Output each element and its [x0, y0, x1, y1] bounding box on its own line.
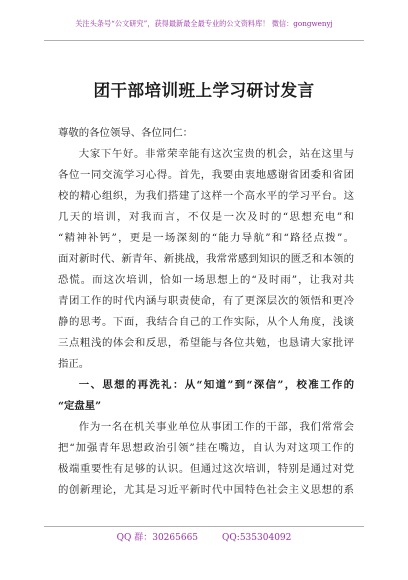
salutation: 尊敬的各位领导、各位同仁：	[58, 127, 194, 139]
header-banner: 关注头条号“公文研究”，获得最新最全最专业的公文资料库！ 微信：gongwenyj	[75, 19, 333, 28]
section-heading-continued: “定盘星”	[58, 400, 102, 412]
paragraph-line: 大家下午好。非常荣幸能有这次宝贵的机会，站在这里与	[78, 148, 354, 160]
paragraph-line: 作为一名在机关事业单位从事团工作的干部，我们常常会	[78, 421, 354, 433]
paragraph-line: 几天的培训，对我而言，不仅是一次及时的“思想充电”和	[58, 211, 354, 223]
section-heading: 一、思想的再洗礼：从“知道”到“深信”，校准工作的	[78, 379, 354, 391]
paragraph-line: 的创新理论，尤其是习近平新时代中国特色社会主义思想的系	[58, 484, 354, 496]
footer	[44, 531, 364, 545]
paragraph-line: 恐慌。而这次培训，恰如一场思想上的“及时雨”，让我对共	[58, 274, 354, 286]
paragraph-line: 各位一同交流学习心得。首先，我要由衷地感谢省团委和省团	[58, 169, 354, 181]
paragraph-line: 面对新时代、新青年、新挑战，我常常感到知识的匮乏和本领的	[58, 253, 354, 265]
paragraph-line: “精神补钙”，更是一场深刻的“能力导航”和“路径点拨”。	[58, 232, 354, 244]
paragraph-line: 把“加强青年思想政治引领”挂在嘴边，自认为对这项工作的	[58, 442, 354, 454]
paragraph-line: 校的精心组织，为我们搭建了这样一个高水平的学习平台。这	[58, 190, 354, 202]
paragraph-line: 三点粗浅的体会和反思，希望能与各位共勉，也恳请大家批评	[58, 337, 354, 349]
paragraph-line: 静的思考。下面，我结合自己的工作实际，从个人角度，浅谈	[58, 316, 354, 328]
document-title: 团干部培训班上学习研讨发言	[93, 80, 315, 100]
paragraph-line: 指正。	[58, 358, 90, 370]
header-divider	[44, 40, 364, 41]
paragraph-line: 极端重要性有足够的认识。但通过这次培训，特别是通过对党	[58, 463, 354, 475]
footer-qq-group: QQ 群：30265665	[116, 533, 199, 543]
footer-qq-number: QQ:535304092	[222, 533, 292, 543]
paragraph-line: 青团工作的时代内涵与职责使命，有了更深层次的领悟和更冷	[58, 295, 354, 307]
document-body	[58, 123, 354, 501]
footer-divider	[44, 526, 364, 527]
